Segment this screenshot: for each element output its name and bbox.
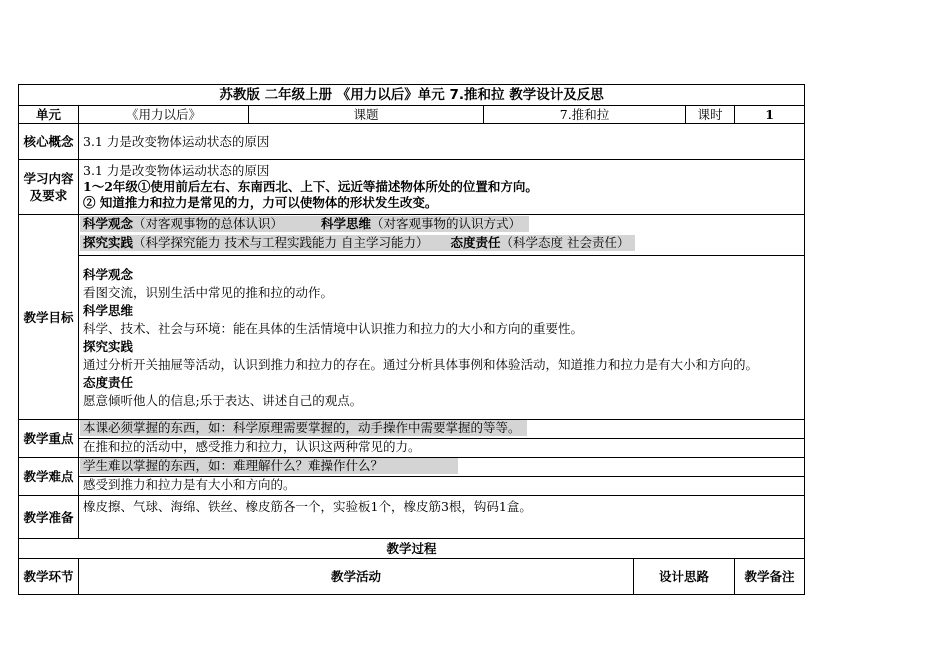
difficulties-hint: 学生难以掌握的东西，如：难理解什么？难操作什么？ bbox=[80, 458, 458, 474]
process-col-design: 设计思路 bbox=[634, 559, 735, 595]
objectives-content bbox=[79, 256, 805, 420]
process-title: 教学过程 bbox=[19, 539, 805, 559]
requirements-line-1: 3.1 力是改变物体运动状态的原因 bbox=[83, 163, 270, 178]
objective-heading: 科学思维 bbox=[83, 302, 134, 318]
banner-line-1: 科学观念（对客观事物的总体认识） 科学思维（对客观事物的认识方式） bbox=[80, 216, 529, 232]
requirements-line-2: 1～2年级①使用前后左右、东南西北、上下、远近等描述物体所处的位置和方向。 bbox=[83, 179, 538, 194]
objectives-banner bbox=[79, 215, 805, 256]
key-points-row bbox=[19, 420, 805, 458]
requirements-cell bbox=[79, 160, 805, 215]
topic-label: 课题 bbox=[249, 106, 484, 124]
hours-label: 课时 bbox=[686, 106, 735, 124]
objective-text: 科学、技术、社会与环境：能在具体的生活情境中认识推力和拉力的大小和方向的重要性。 bbox=[83, 320, 584, 336]
lesson-plan-document bbox=[18, 84, 804, 595]
key-points-text: 在推和拉的活动中，感受推力和拉力，认识这两种常见的力。 bbox=[83, 439, 421, 454]
objectives-banner-row bbox=[19, 215, 805, 256]
difficulties-row bbox=[19, 458, 805, 496]
unit-row bbox=[19, 106, 805, 124]
preparation-text: 橡皮擦、气球、海绵、铁丝、橡皮筋各一个，实验板1个，橡皮筋3根，钩码1盒。 bbox=[79, 496, 805, 539]
core-concept-label: 核心概念 bbox=[19, 124, 79, 160]
process-title-row bbox=[19, 539, 805, 559]
topic-value: 7.推和拉 bbox=[484, 106, 686, 124]
process-col-notes: 教学备注 bbox=[735, 559, 805, 595]
core-concept-text: 3.1 力是改变物体运动状态的原因 bbox=[79, 124, 805, 160]
objective-text: 看图交流，识别生活中常见的推和拉的动作。 bbox=[83, 284, 334, 300]
core-concept-row bbox=[19, 124, 805, 160]
banner-line-2: 探究实践（科学探究能力 技术与工程实践能力 自主学习能力） 态度责任（科学态度 社会责任） bbox=[80, 235, 635, 251]
process-header-row bbox=[19, 559, 805, 595]
document-title: 苏教版 二年级上册 《用力以后》单元 7.推和拉 教学设计及反思 bbox=[19, 85, 805, 106]
lesson-plan-table bbox=[18, 84, 805, 595]
objectives-label: 教学目标 bbox=[19, 215, 79, 420]
unit-value: 《用力以后》 bbox=[79, 106, 249, 124]
objective-text: 愿意倾听他人的信息;乐于表达、讲述自己的观点。 bbox=[83, 392, 363, 408]
key-points-label: 教学重点 bbox=[19, 420, 79, 458]
requirements-row bbox=[19, 160, 805, 215]
objective-heading: 探究实践 bbox=[83, 338, 134, 354]
unit-label: 单元 bbox=[19, 106, 79, 124]
key-points-hint: 本课必须掌握的东西，如：科学原理需要掌握的，动手操作中需要掌握的等等。 bbox=[80, 420, 527, 436]
requirements-line-3: ② 知道推力和拉力是常见的力，力可以使物体的形状发生改变。 bbox=[83, 195, 438, 210]
objective-heading: 态度责任 bbox=[83, 374, 134, 390]
process-col-stage: 教学环节 bbox=[19, 559, 79, 595]
preparation-label: 教学准备 bbox=[19, 496, 79, 539]
difficulties-label: 教学难点 bbox=[19, 458, 79, 496]
objective-text: 通过分析开关抽屉等活动，认识到推力和拉力的存在。通过分析具体事例和体验活动，知道推力和拉力是有大小和方向的。 bbox=[83, 356, 759, 372]
key-points-cell bbox=[79, 420, 805, 458]
requirements-label: 学习内容及要求 bbox=[19, 160, 79, 215]
hours-value: 1 bbox=[735, 106, 805, 124]
process-col-activity: 教学活动 bbox=[79, 559, 634, 595]
objectives-row bbox=[19, 256, 805, 420]
objective-heading: 科学观念 bbox=[83, 266, 134, 282]
difficulties-cell bbox=[79, 458, 805, 496]
difficulties-text: 感受到推力和拉力是有大小和方向的。 bbox=[83, 477, 296, 492]
preparation-row bbox=[19, 496, 805, 539]
